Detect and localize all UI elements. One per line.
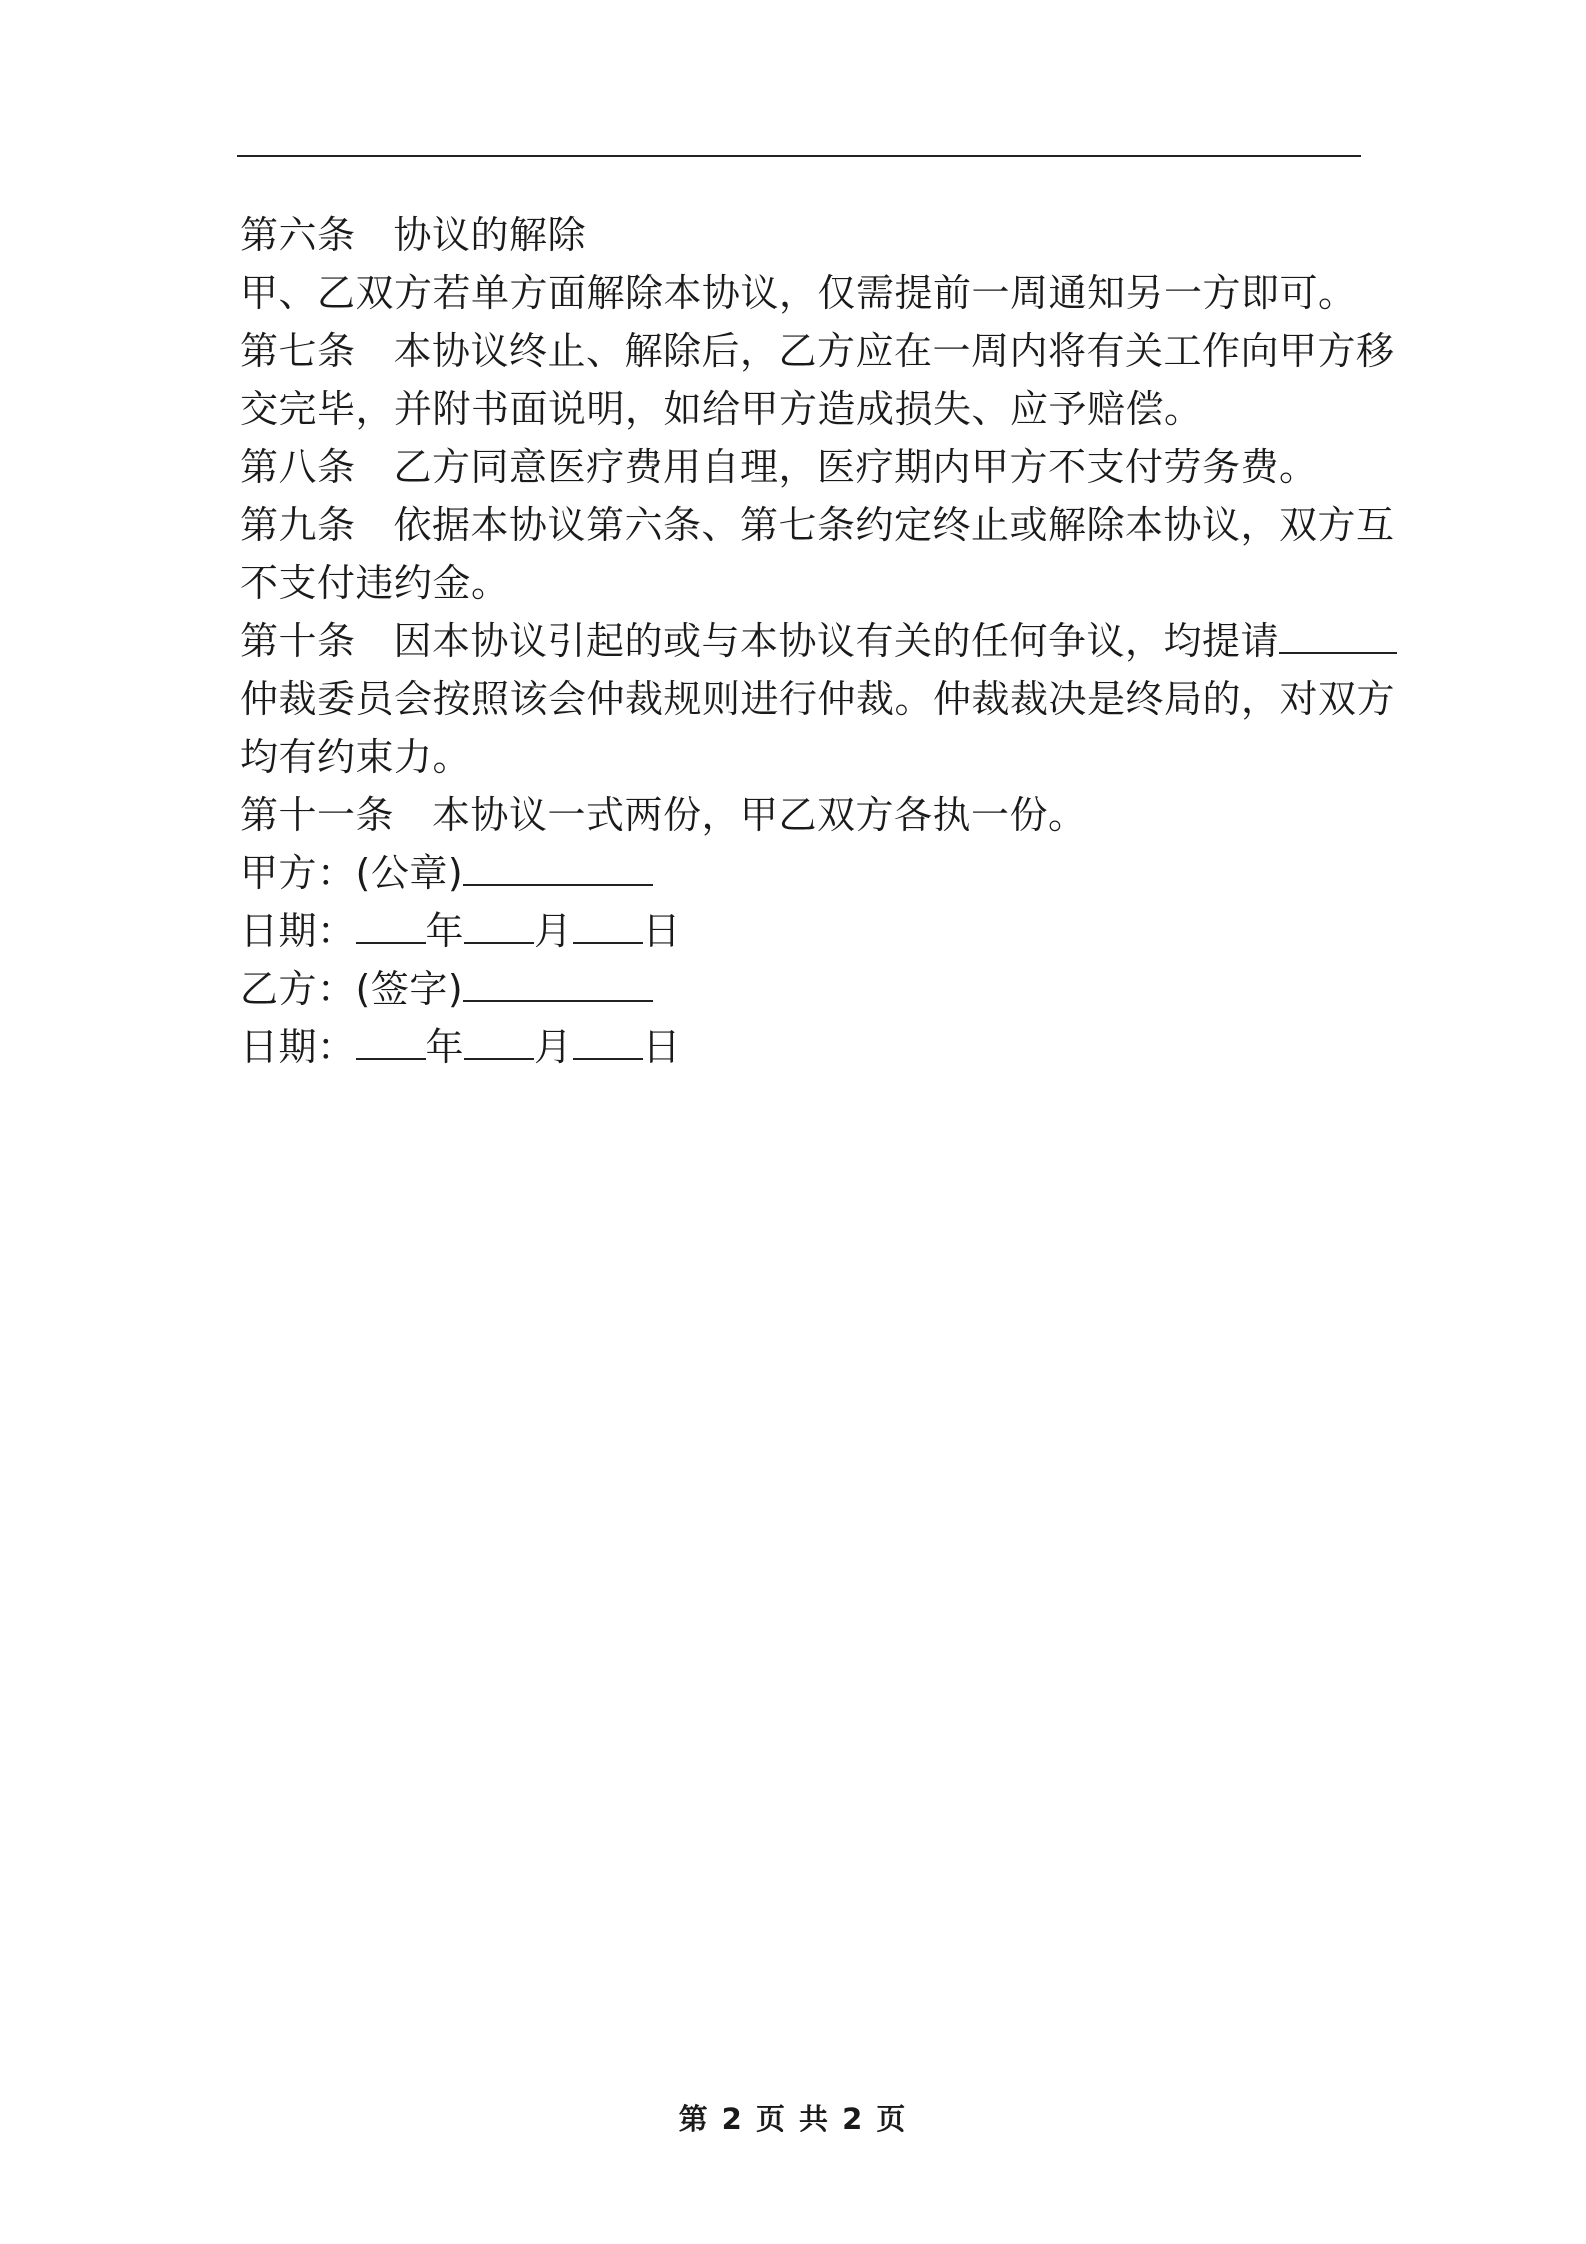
party-b-signature-line — [240, 959, 653, 1019]
party-b-label: 乙方：(签字) — [240, 967, 464, 1011]
party-a-signature-line — [240, 843, 653, 903]
article-9-heading: 第九条 — [240, 503, 356, 547]
party-a-day-blank[interactable] — [573, 906, 643, 944]
arbitration-commission-blank[interactable] — [1279, 616, 1397, 654]
article-7-line-2 — [240, 379, 1203, 439]
party-a-date-label: 日期： — [240, 909, 356, 953]
party-a-year-blank[interactable] — [356, 906, 426, 944]
article-9-line-1 — [240, 495, 1395, 555]
party-b-day-label: 日 — [642, 1025, 682, 1069]
party-a-month-label: 月 — [534, 909, 573, 953]
page-footer — [0, 2097, 1586, 2138]
party-b-date-line — [240, 1017, 681, 1077]
article-6-body — [240, 263, 1357, 323]
article-6-title: 协议的解除 — [393, 213, 587, 257]
article-10-heading: 第十条 — [240, 619, 356, 663]
party-b-year-label: 年 — [425, 1025, 465, 1069]
article-7-text-2: 交完毕，并附书面说明，如给甲方造成损失、应予赔偿。 — [240, 387, 1203, 431]
party-a-month-blank[interactable] — [464, 906, 534, 944]
article-9-text-2: 不支付违约金。 — [240, 561, 510, 605]
party-a-label: 甲方：(公章) — [240, 851, 464, 895]
party-a-seal-blank[interactable] — [463, 848, 653, 886]
party-b-signature-blank[interactable] — [463, 964, 653, 1002]
article-10-text-2: 仲裁委员会按照该会仲裁规则进行仲裁。仲裁裁决是终局的，对双方 — [240, 677, 1396, 721]
article-10-text-3: 均有约束力。 — [240, 735, 472, 779]
article-10-text-1: 因本协议引起的或与本协议有关的任何争议，均提请 — [393, 619, 1280, 663]
article-8-line — [240, 437, 1318, 497]
article-10-line-3 — [240, 727, 471, 787]
article-10-line-1 — [240, 611, 1397, 671]
party-a-date-line — [240, 901, 681, 961]
article-8-heading: 第八条 — [240, 445, 356, 489]
article-6-heading: 第六条 — [240, 213, 356, 257]
article-6-text: 甲、乙双方若单方面解除本协议，仅需提前一周通知另一方即可。 — [240, 271, 1357, 315]
party-b-date-label: 日期： — [240, 1025, 356, 1069]
article-9-text-1: 依据本协议第六条、第七条约定终止或解除本协议，双方互 — [393, 503, 1395, 547]
article-9-line-2 — [240, 553, 510, 613]
article-11-text: 本协议一式两份，甲乙双方各执一份。 — [432, 793, 1087, 837]
article-11-line — [240, 785, 1087, 845]
party-b-year-blank[interactable] — [356, 1022, 426, 1060]
article-7-text-1: 本协议终止、解除后，乙方应在一周内将有关工作向甲方移 — [393, 329, 1395, 373]
party-b-month-blank[interactable] — [464, 1022, 534, 1060]
header-rule — [237, 155, 1361, 157]
party-a-day-label: 日 — [642, 909, 682, 953]
party-b-month-label: 月 — [534, 1025, 573, 1069]
article-6-heading-line — [240, 205, 586, 265]
article-7-heading: 第七条 — [240, 329, 356, 373]
party-b-day-blank[interactable] — [573, 1022, 643, 1060]
article-11-heading: 第十一条 — [240, 793, 395, 837]
page-number: 第 2 页 共 2 页 — [678, 2102, 908, 2136]
article-7-line-1 — [240, 321, 1395, 381]
article-8-text: 乙方同意医疗费用自理，医疗期内甲方不支付劳务费。 — [393, 445, 1318, 489]
article-10-line-2 — [240, 669, 1395, 729]
party-a-year-label: 年 — [425, 909, 465, 953]
